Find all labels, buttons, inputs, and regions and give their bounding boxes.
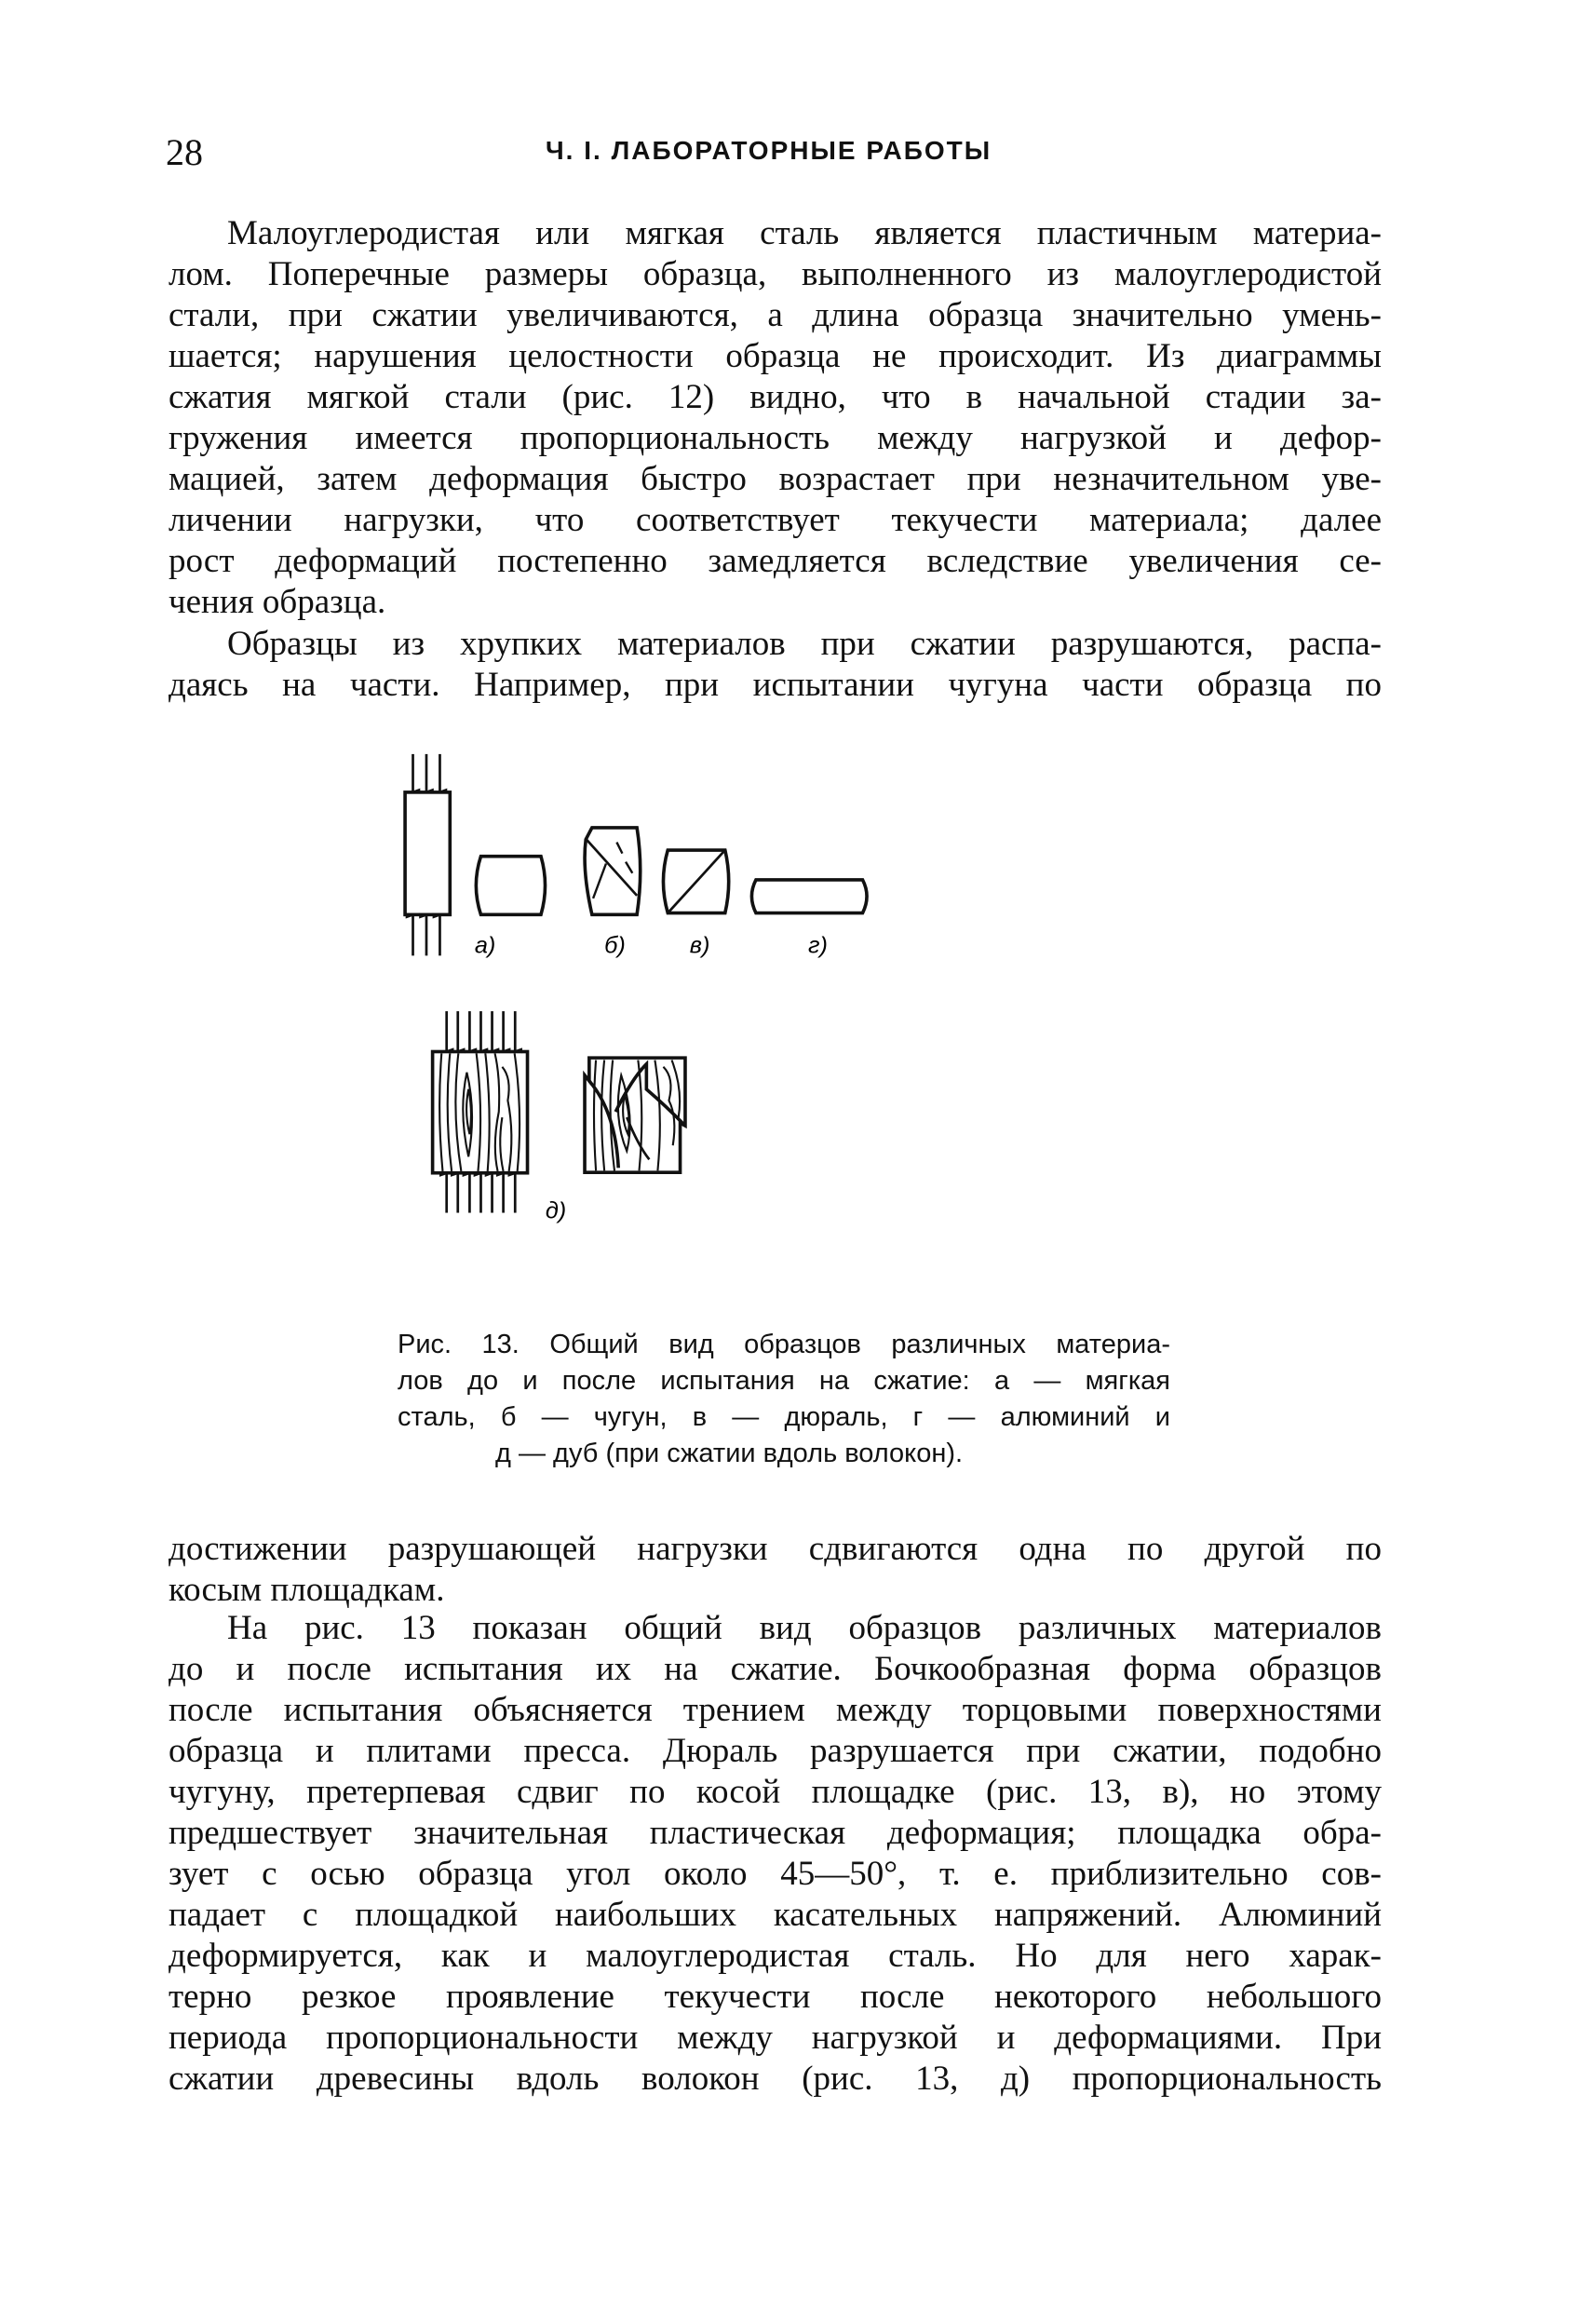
- specimen-a-before: [405, 754, 450, 955]
- paragraph-continuation: [169, 1529, 1382, 1611]
- paragraph-fig13-discussion: [169, 1608, 1382, 2100]
- text-line: косым площадкам.: [169, 1571, 445, 1609]
- page-number: 28: [166, 131, 203, 173]
- text-line: терно резкое проявление текучести после некоторого небольшого: [169, 1978, 1382, 2016]
- figure-caption: [398, 1327, 1170, 1472]
- text-line: сжатия мягкой стали (рис. 12) видно, что в начальной стадии за-: [169, 378, 1382, 416]
- text-line: рост деформаций постепенно замедляется вследствие увеличения се-: [169, 542, 1382, 580]
- text-line: личении нагрузки, что соответствует текучести материала; далее: [169, 501, 1382, 539]
- text-line: предшествует значительная пластическая деформация; площадка обра-: [169, 1814, 1382, 1852]
- text-line: чугуну, претерпевая сдвиг по косой площадке (рис. 13, в), но этому: [169, 1773, 1382, 1811]
- text-line: образца и плитами пресса. Дюраль разрушается при сжатии, подобно: [169, 1732, 1382, 1770]
- label-b: б): [604, 932, 626, 959]
- text-line: сжатии древесины вдоль волокон (рис. 13, д) пропорциональность: [169, 2060, 1382, 2098]
- running-title: Ч. I. ЛАБОРАТОРНЫЕ РАБОТЫ: [546, 136, 992, 165]
- text-line: зует с осью образца угол около 45—50°, т. е. приблизительно сов-: [169, 1855, 1382, 1893]
- text-line: На рис. 13 показан общий вид образцов различных материалов: [227, 1609, 1382, 1647]
- text-line: стали, при сжатии увеличиваются, а длина образца значительно умень-: [169, 296, 1382, 334]
- text-line: лом. Поперечные размеры образца, выполненного из малоуглеродистой: [169, 255, 1382, 293]
- text-line: периода пропорциональности между нагрузкой и деформациями. При: [169, 2019, 1382, 2057]
- specimen-d-oak-before: [433, 1011, 528, 1212]
- specimen-d-oak-after: [585, 1058, 685, 1172]
- label-g: г): [808, 932, 828, 959]
- text-line: мацией, затем деформация быстро возрастает при незначительном уве-: [169, 460, 1382, 498]
- text-line: Малоуглеродистая или мягкая сталь является пластичным материа-: [227, 214, 1382, 252]
- text-line: Образцы из хрупких материалов при сжатии разрушаются, распа-: [227, 625, 1382, 663]
- text-line: деформируется, как и малоуглеродистая сталь. Но для него харак-: [169, 1937, 1382, 1975]
- caption-line: Рис. 13. Общий вид образцов различных материа-: [398, 1330, 1170, 1359]
- text-line: падает с площадкой наибольших касательных напряжений. Алюминий: [169, 1896, 1382, 1934]
- caption-line: лов до и после испытания на сжатие: а — мягкая: [398, 1366, 1170, 1396]
- text-line: шается; нарушения целостности образца не происходит. Из диаграммы: [169, 337, 1382, 375]
- caption-line: д — дуб (при сжатии вдоль волокон).: [495, 1439, 964, 1468]
- specimen-v-duralumin: [663, 850, 728, 913]
- specimen-a-after: [476, 857, 545, 915]
- text-line: после испытания объясняется трением между торцовыми поверхностями: [169, 1691, 1382, 1729]
- text-line: даясь на части. Например, при испытании чугуна части образца по: [169, 666, 1382, 704]
- caption-line: сталь, б — чугун, в — дюраль, г — алюминий и: [398, 1402, 1170, 1432]
- text-line: чения образца.: [169, 583, 386, 621]
- specimen-g-aluminium: [751, 880, 867, 913]
- text-line: гружения имеется пропорциональность между нагрузкой и дефор-: [169, 419, 1382, 457]
- label-d: д): [545, 1197, 567, 1224]
- label-a: а): [474, 932, 496, 959]
- text-line: до и после испытания их на сжатие. Бочкообразная форма образцов: [169, 1650, 1382, 1688]
- text-line: достижении разрушающей нагрузки сдвигаются одна по другой по: [169, 1530, 1382, 1568]
- specimen-b-cast-iron: [585, 828, 641, 914]
- label-v: в): [689, 932, 710, 959]
